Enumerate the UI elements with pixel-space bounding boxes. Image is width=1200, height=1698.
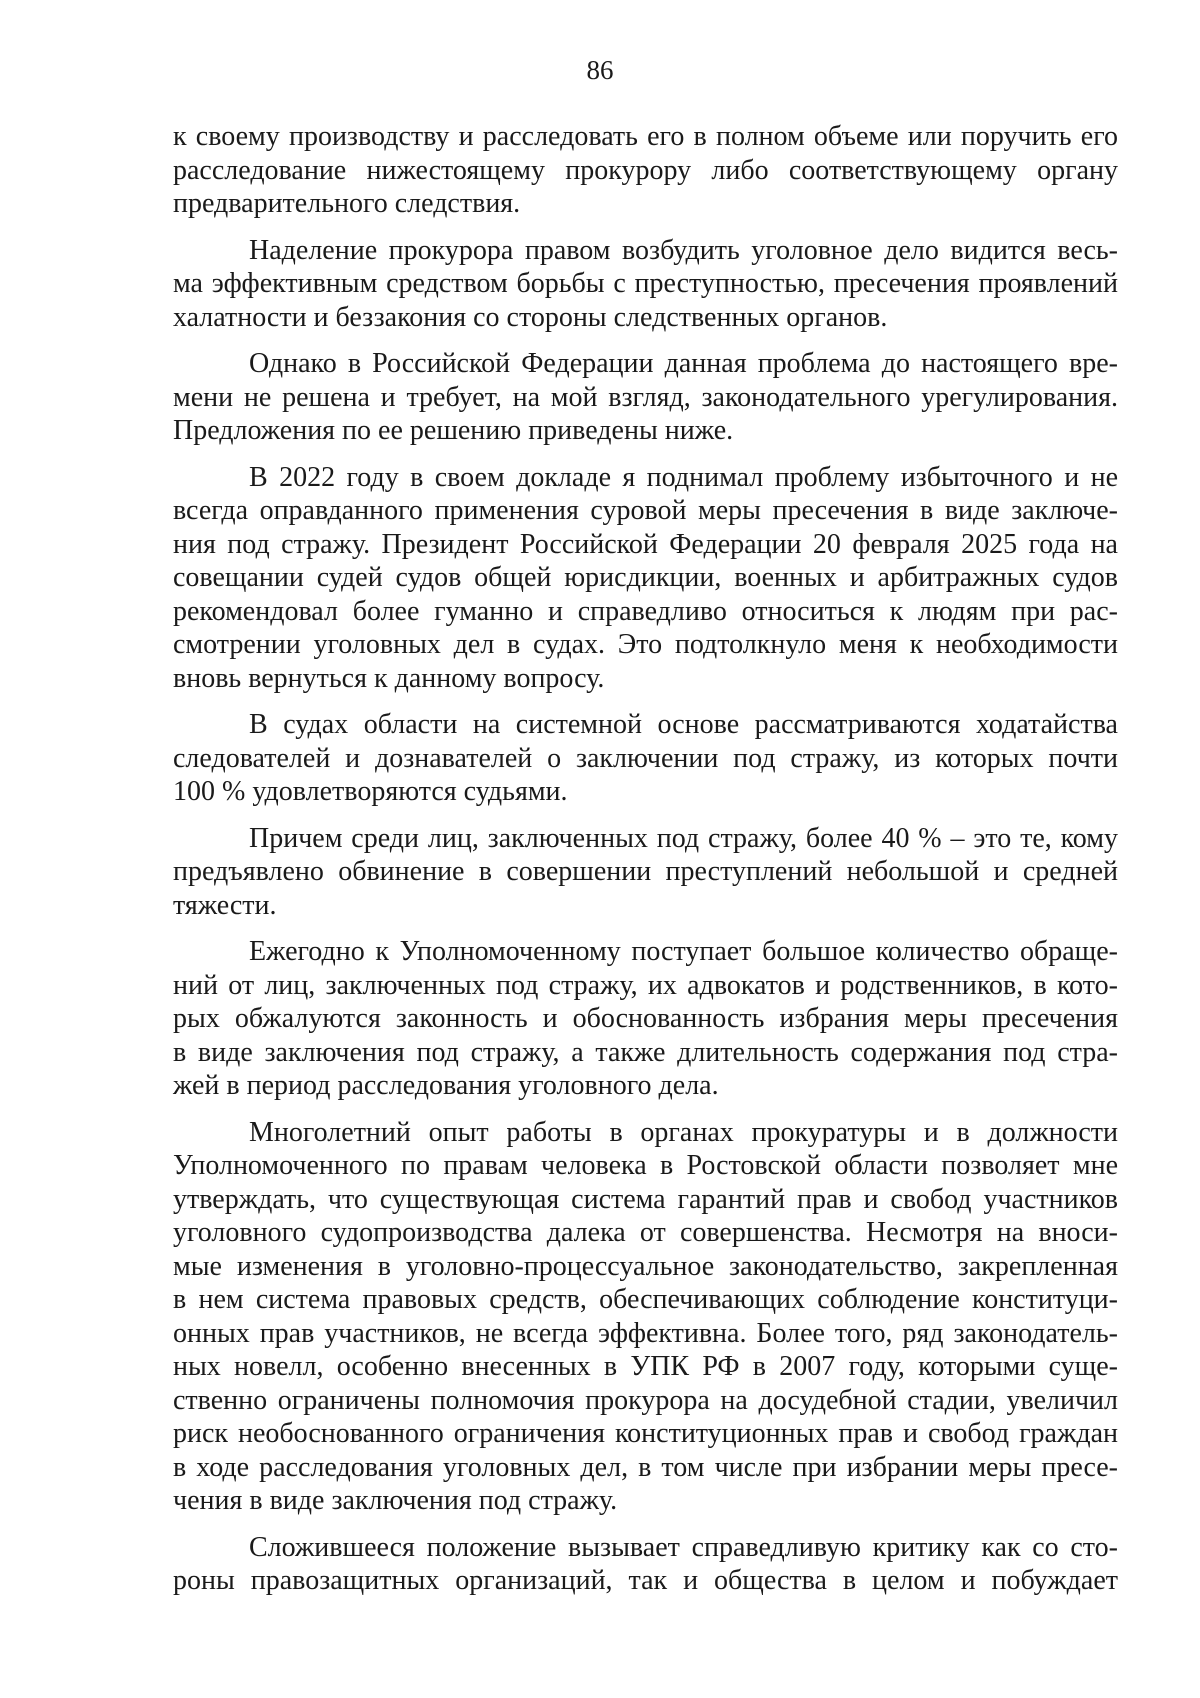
text-line: Однако в Российской Федерации данная проблема до настоящего вре-	[249, 348, 1118, 379]
text-line: в ходе расследования уголовных дел, в том числе при избрании меры пресе-	[173, 1451, 1118, 1483]
text-line: следователей и дознавателей о заключении под стражу, из которых почти	[173, 742, 1118, 774]
text-line: онных прав участников, не всегда эффективна. Более того, ряд законодатель-	[173, 1317, 1118, 1349]
text-line: В 2022 году в своем докладе я поднимал проблему избыточного и не	[249, 461, 1118, 493]
text-line: Ежегодно к Уполномоченному поступает большое количество обраще-	[249, 936, 1118, 967]
text-line: вновь вернуться к данному вопросу.	[173, 662, 605, 694]
text-line: Многолетний опыт работы в органах прокуратуры и в должности	[249, 1116, 1118, 1148]
text-line: халатности и беззакония со стороны следственных органов.	[173, 301, 888, 333]
page-number: 86	[586, 55, 614, 85]
text-line: совещании судей судов общей юрисдикции, военных и арбитражных судов	[173, 562, 1118, 593]
text-line: роны правозащитных организаций, так и общества в целом и побуждает	[173, 1565, 1118, 1596]
text-line: Предложения по ее решению приведены ниже.	[173, 415, 734, 446]
text-line: утверждать, что существующая система гарантий прав и свобод участников	[173, 1183, 1118, 1215]
text-line: рых обжалуются законность и обоснованность избрания меры пресечения	[173, 1003, 1118, 1034]
text-line: ма эффективным средством борьбы с преступностью, пресечения проявлений	[173, 268, 1118, 299]
text-line: предъявлено обвинение в совершении преступлений небольшой и средней	[173, 856, 1118, 887]
paragraph-7	[173, 935, 1118, 1103]
paragraph-8	[173, 1116, 1118, 1518]
text-line: Сложившееся положение вызывает справедливую критику как со сто-	[249, 1531, 1118, 1563]
text-line: Уполномоченного по правам человека в Ростовской области позволяет мне	[173, 1150, 1118, 1181]
text-line: смотрении уголовных дел в судах. Это подтолкнуло меня к необходимости	[173, 629, 1118, 660]
paragraph-4	[173, 461, 1118, 696]
text-line: жей в период расследования уголовного дела.	[173, 1070, 719, 1101]
text-line: ных новелл, особенно внесенных в УПК РФ в 2007 году, которыми суще-	[173, 1351, 1118, 1382]
paragraph-1	[173, 120, 1118, 221]
text-line: к своему производству и расследовать его в полном объеме или поручить его	[173, 121, 1118, 152]
text-line: мые изменения в уголовно-процессуальное законодательство, закрепленная	[173, 1250, 1118, 1282]
body-text	[173, 120, 1118, 1598]
paragraph-3	[173, 347, 1118, 448]
text-line: предварительного следствия.	[173, 188, 521, 219]
paragraph-5	[173, 708, 1118, 809]
text-line: в нем система правовых средств, обеспечивающих соблюдение конституци-	[173, 1284, 1118, 1315]
paragraph-9	[173, 1531, 1118, 1598]
text-line: ния под стражу. Президент Российской Федерации 20 февраля 2025 года на	[173, 528, 1118, 560]
text-line: Причем среди лиц, заключенных под стражу, более 40 % – это те, кому	[249, 822, 1118, 854]
text-line: 100 % удовлетворяются судьями.	[173, 776, 568, 807]
paragraph-6	[173, 822, 1118, 923]
text-line: расследование нижестоящему прокурору либо соответствующему органу	[173, 154, 1118, 186]
paragraph-2	[173, 234, 1118, 335]
text-line: всегда оправданного применения суровой меры пресечения в виде заключе-	[173, 495, 1118, 526]
text-line: риск необоснованного ограничения конституционных прав и свобод граждан	[173, 1418, 1118, 1449]
text-line: мени не решена и требует, на мой взгляд, законодательного урегулирования.	[173, 381, 1118, 413]
text-line: в виде заключения под стражу, а также длительность содержания под стра-	[173, 1036, 1118, 1068]
text-line: тяжести.	[173, 889, 277, 921]
text-line: В судах области на системной основе рассматриваются ходатайства	[249, 709, 1118, 740]
text-line: чения в виде заключения под стражу.	[173, 1485, 618, 1516]
text-line: рекомендовал более гуманно и справедливо относиться к людям при рас-	[173, 595, 1118, 627]
text-line: ственно ограничены полномочия прокурора на досудебной стадии, увеличил	[173, 1384, 1118, 1416]
text-line: ний от лиц, заключенных под стражу, их адвокатов и родственников, в кото-	[173, 969, 1118, 1001]
text-line: Наделение прокурора правом возбудить уголовное дело видится весь-	[249, 234, 1118, 266]
text-line: уголовного судопроизводства далека от совершенства. Несмотря на вноси-	[173, 1217, 1118, 1248]
